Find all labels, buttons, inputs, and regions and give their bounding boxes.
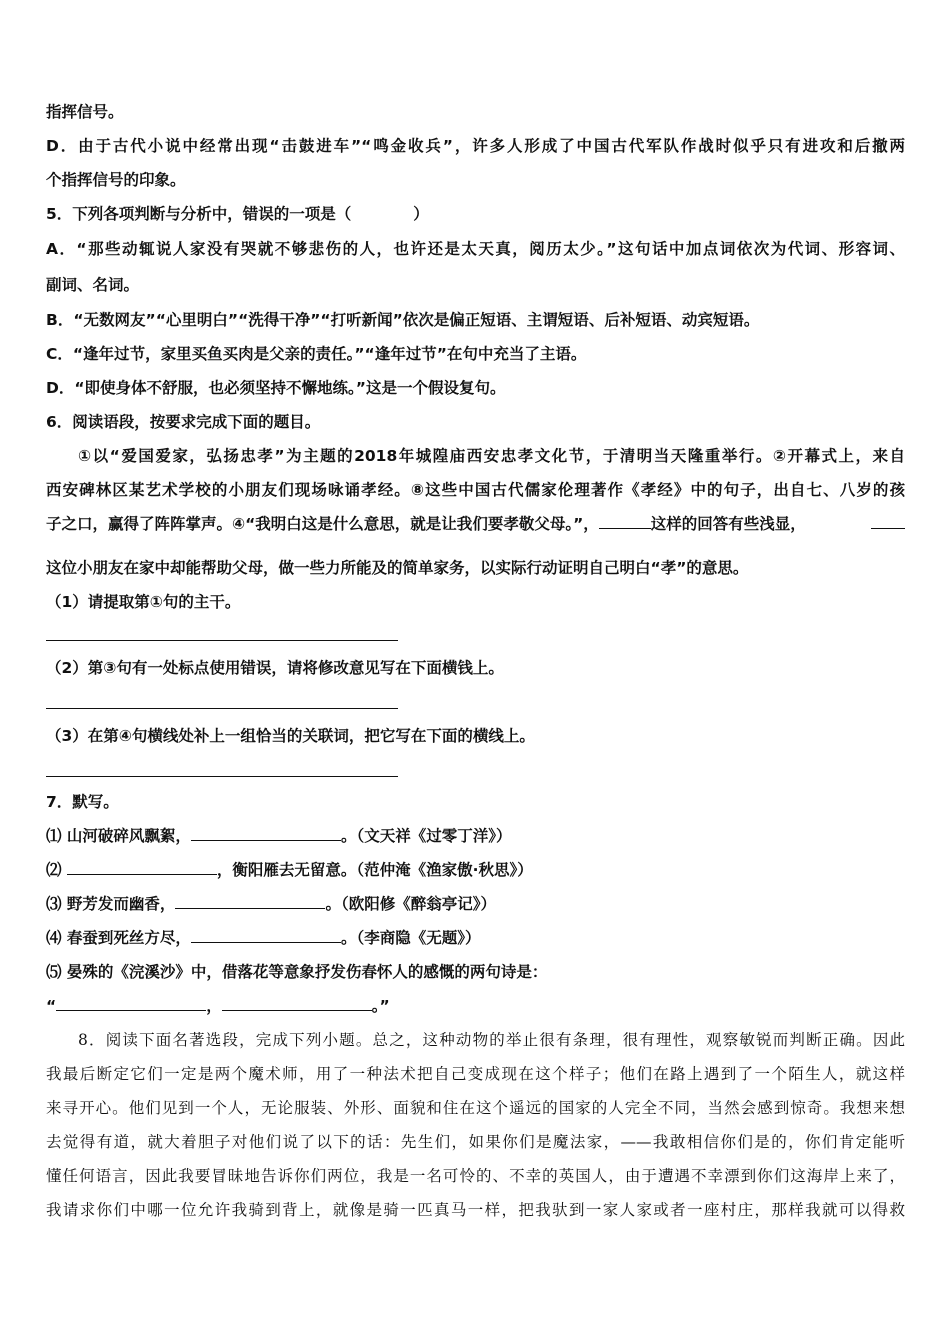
- answer-line[interactable]: [46, 776, 398, 777]
- item-number: ⑵: [46, 861, 62, 879]
- item-after: 。（文天祥《过零丁洋》）: [340, 827, 512, 845]
- q6-passage-line: 西安碑林区某艺术学校的小朋友们现场咏诵孝经。⑧这些中国古代儒家伦理著作《孝经》中的句子，出自七、八岁的孩: [46, 481, 905, 499]
- q5-option-a: A．“那些动辄说人家没有哭就不够悲伤的人，也许还是太天真，阅历太少。”这句话中加点词依次为代词、形容词、: [46, 240, 905, 258]
- q5-stem: 5．下列各项判断与分析中，错误的一项是（ ）: [46, 205, 429, 223]
- close-quote: 。”: [371, 997, 390, 1015]
- q8-passage-line: 懂任何语言，因此我要冒昧地告诉你们两位，我是一名可怜的、不幸的英国人，由于遭遇不幸漂到你们这海岸上来了，: [46, 1167, 905, 1185]
- answer-blank[interactable]: [175, 894, 325, 909]
- q7-item5-answer: [46, 996, 390, 1016]
- q6-passage-text: 这样的回答有些浅显，: [650, 515, 806, 533]
- answer-blank[interactable]: [191, 928, 341, 943]
- item-before: 山河破碎风飘絮，: [66, 827, 191, 845]
- q5-option-b: B．“无数网友”“心里明白”“洗得干净”“打听新闻”依次是偏正短语、主谓短语、后补短语、动宾短语。: [46, 311, 760, 329]
- q8-passage-line: 我最后断定它们一定是两个魔术师，用了一种法术把自己变成现在这个样子；他们在路上遇到了一个陌生人，就这样: [46, 1065, 905, 1083]
- q5-option-d: D．“即使身体不舒服，也必须坚持不懈地练。”这是一个假设复句。: [46, 379, 506, 397]
- item-after: 。（李商隐《无题》）: [340, 929, 481, 947]
- item-before: 野芳发而幽香，: [66, 895, 176, 913]
- q6-sub2: （2）第③句有一处标点使用错误，请将修改意见写在下面横钱上。: [46, 659, 504, 677]
- q5-option-c: C．“逢年过节，家里买鱼买肉是父亲的责任。”“逢年过节”在句中充当了主语。: [46, 345, 587, 363]
- item-after: 。（欧阳修《醉翁亭记》）: [325, 895, 496, 913]
- answer-line[interactable]: [46, 640, 398, 641]
- q7-stem: 7．默写。: [46, 793, 119, 811]
- item-number: ⑶: [46, 895, 62, 913]
- answer-line[interactable]: [46, 708, 398, 709]
- answer-blank[interactable]: [191, 826, 341, 841]
- q5-option-a-cont: 副词、名词。: [46, 276, 140, 294]
- q6-sub3: （3）在第④句横线处补上一组恰当的关联词，把它写在下面的横线上。: [46, 727, 535, 745]
- answer-blank[interactable]: [56, 996, 206, 1011]
- answer-blank[interactable]: [67, 860, 217, 875]
- item-number: ⑴: [46, 827, 62, 845]
- q8-passage-line: 来寻开心。他们见到一个人，无论服装、外形、面貌和住在这个遥远的国家的人完全不同，当然会感到惊奇。我想来想: [46, 1099, 905, 1117]
- q7-item: [46, 894, 496, 914]
- q8-passage-line: 8．阅读下面名著选段，完成下列小题。总之，这种动物的举止很有条理，很有理性，观察敏锐而判断正确。因此: [78, 1031, 905, 1049]
- open-quote: “: [46, 997, 57, 1015]
- answer-blank[interactable]: [599, 514, 651, 529]
- q4-option-d-cont: 个指挥信号的印象。: [46, 171, 186, 189]
- comma: ，: [206, 997, 222, 1015]
- q6-passage-line: ①以“爱国爱家，弘扬忠孝”为主题的2018年城隍庙西安忠孝文化节，于清明当天隆重举行。②开幕式上，来自: [78, 447, 905, 465]
- q7-item: [46, 928, 480, 948]
- q7-item5: ⑸ 晏殊的《浣溪沙》中，借落花等意象抒发伤春怀人的感慨的两句诗是：: [46, 963, 548, 981]
- q7-item: [46, 826, 511, 846]
- answer-blank[interactable]: [871, 514, 905, 529]
- q4-prev-line: 指挥信号。: [46, 103, 124, 121]
- q6-sub1: （1）请提取第①句的主干。: [46, 593, 241, 611]
- q6-passage-line: 这位小朋友在家中却能帮助父母，做一些力所能及的简单家务，以实际行动证明自己明白“孝”的意思。: [46, 559, 749, 577]
- q7-item: [46, 860, 533, 880]
- item-number: ⑷: [46, 929, 62, 947]
- q6-passage-line: [46, 514, 905, 534]
- q6-stem: 6．阅读语段，按要求完成下面的题目。: [46, 413, 321, 431]
- q4-option-d: D．由于古代小说中经常出现“击鼓进车”“鸣金收兵”，许多人形成了中国古代军队作战时似乎只有进攻和后撤两: [46, 137, 905, 155]
- q6-passage-text: 子之口，赢得了阵阵掌声。④“我明白这是什么意思，就是让我们要孝敬父母。”，: [46, 515, 599, 533]
- q8-passage-line: 我请求你们中哪一位允许我骑到背上，就像是骑一匹真马一样，把我驮到一家人家或者一座村庄，那样我就可以得救: [46, 1201, 905, 1219]
- answer-blank[interactable]: [222, 996, 372, 1011]
- item-after: ，衡阳雁去无留意。（范仲淹《渔家傲·秋思》）: [216, 861, 533, 879]
- item-before: 春蚕到死丝方尽，: [66, 929, 191, 947]
- q8-passage-line: 去觉得有道，就大着胆子对他们说了以下的话：先生们，如果你们是魔法家，——我敢相信你们是的，你们肯定能听: [46, 1133, 905, 1151]
